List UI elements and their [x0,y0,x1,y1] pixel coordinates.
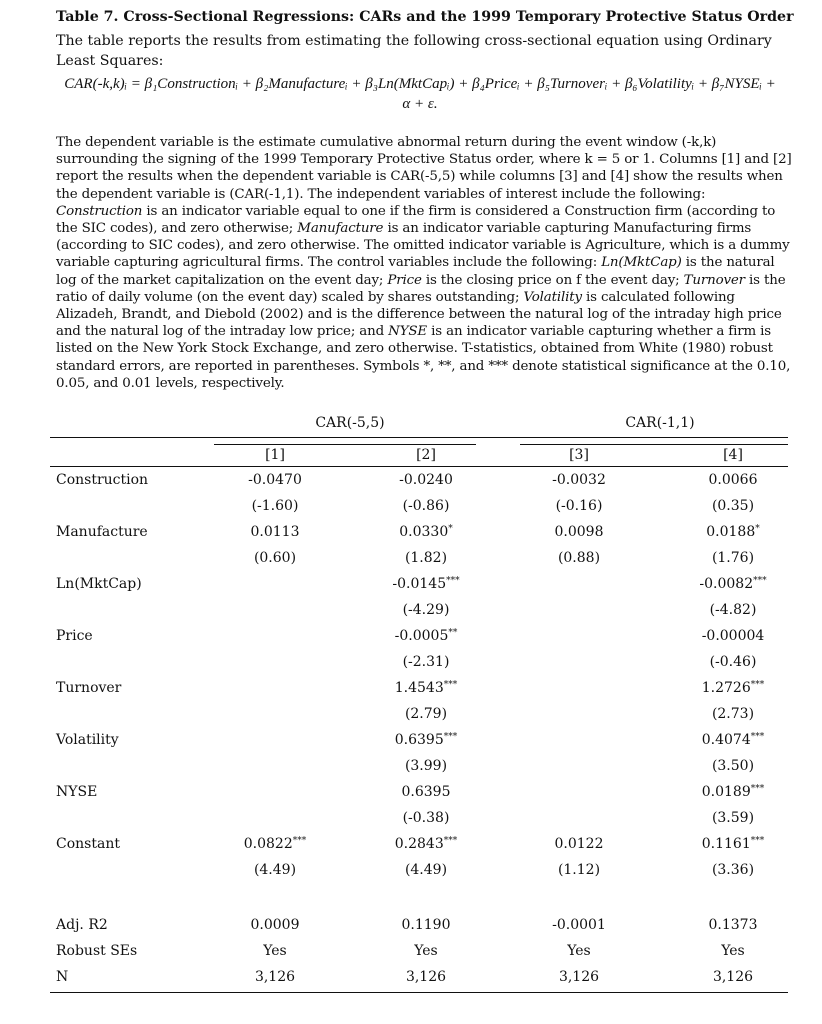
coefficient-cell-value: 0.6395 [394,732,444,748]
footer-cell-value: Yes [263,943,287,959]
t-stat-cell-value: (-0.46) [709,654,757,670]
coefficient-cell-value: 0.0822 [243,836,293,852]
row-label-value: Ln(MktCap) [56,576,142,592]
table-description [56,134,792,392]
footer-row-label-value: N [56,969,69,985]
t-stat-cell-value: (0.35) [711,498,755,514]
significance-stars: * [755,524,760,534]
t-stat-cell [356,758,496,774]
significance-stars: *** [753,576,767,586]
row-label [56,784,97,800]
equation-line-2: α + ε. [402,96,438,112]
t-stat-cell [356,602,496,618]
coefficient-cell [205,524,345,540]
row-label [56,472,148,488]
coefficient-cell-value: -0.0005 [394,628,449,644]
t-stat-cell-value: (3.99) [404,758,448,774]
t-stat-cell [509,498,649,514]
coefficient-cell [663,524,803,540]
t-stat-cell [663,758,803,774]
significance-stars: *** [443,680,458,690]
t-stat-cell [663,810,803,826]
column-header-2: [2] [416,447,436,463]
group-header-car-1-1: CAR(-1,1) [625,415,695,431]
coefficient-cell-value: -0.0240 [399,472,453,488]
coefficient-cell [356,784,496,800]
t-stat-cell-value: (4.49) [253,862,297,878]
footer-cell [663,943,803,959]
description-variable-name: NYSE [388,324,428,340]
t-stat-cell [663,706,803,722]
t-stat-cell-value: (1.12) [557,862,601,878]
group-rule-car-5-5 [214,444,476,445]
significance-stars: ** [448,628,458,638]
significance-stars: * [448,524,453,534]
coefficient-cell [663,836,803,852]
coefficient-cell [356,680,496,696]
description-text: is calculated following Alizadeh, Brandt, and Diebold (2002) and is the difference between the natural log of the intraday high price and the natural log of the intraday low price; and [56,289,782,340]
t-stat-cell-value: (2.79) [404,706,448,722]
header-bottom-rule [50,466,788,467]
coefficient-cell-value: 0.0188 [706,524,756,540]
t-stat-cell [356,498,496,514]
significance-stars: *** [292,836,307,846]
footer-cell [205,943,345,959]
t-stat-cell-value: (3.59) [711,810,755,826]
t-stat-cell-value: (-0.38) [402,810,450,826]
t-stat-cell-value: (-0.86) [402,498,450,514]
t-stat-cell [356,706,496,722]
footer-cell-value: 3,126 [254,969,296,985]
coefficient-cell-value: -0.0145 [392,576,447,592]
footer-cell-value: 0.1373 [708,917,758,933]
footer-row-label [56,969,68,985]
coefficient-cell-value: 0.6395 [401,784,451,800]
coefficient-cell-value: -0.0470 [248,472,302,488]
footer-cell-value: Yes [721,943,745,959]
footer-cell [356,969,496,985]
footer-row-label-value: Adj. R2 [56,917,108,933]
description-text: The dependent variable is the estimate cumulative abnormal return during the event window (-k,k) surrounding the signing of the 1999 Temporary Protective Status order, where k = 5 or 1. Columns [1] and [2] report the results when the dependent variable is CAR(-5,5) while columns [3] and [4] show the results when the dependent variable is (CAR(-1,1). The independent variables of interest include the following: [56,135,792,202]
row-label-value: Turnover [56,680,122,696]
coefficient-cell [205,472,345,488]
group-rule-car-1-1 [520,444,788,445]
t-stat-cell-value: (1.76) [711,550,755,566]
description-variable-name: Price [387,272,422,288]
t-stat-cell-value: (1.82) [404,550,448,566]
footer-row-label-value: Robust SEs [56,943,138,959]
table-top-rule [50,437,788,438]
coefficient-cell-value: -0.0082 [699,576,754,592]
t-stat-cell-value: (3.36) [711,862,755,878]
coefficient-cell [356,576,496,592]
row-label [56,680,121,696]
t-stat-cell-value: (-4.29) [402,602,450,618]
regression-equation [56,74,784,114]
t-stat-cell [356,654,496,670]
t-stat-cell [663,862,803,878]
description-variable-name: Volatility [523,289,582,305]
coefficient-cell-value: 1.2726 [701,680,751,696]
row-label [56,524,148,540]
coefficient-cell-value: 0.0113 [250,524,300,540]
t-stat-cell-value: (0.60) [253,550,297,566]
coefficient-cell-value: -0.0032 [552,472,606,488]
coefficient-cell [663,732,803,748]
coefficient-cell-value: 0.0330 [399,524,449,540]
coefficient-cell [509,524,649,540]
row-label-value: Constant [56,836,120,852]
t-stat-cell-value: (4.49) [404,862,448,878]
coefficient-cell [509,472,649,488]
row-label-value: Construction [56,472,149,488]
t-stat-cell [663,550,803,566]
coefficient-cell [663,472,803,488]
coefficient-cell [356,472,496,488]
coefficient-cell-value: 0.2843 [394,836,444,852]
footer-row-label [56,943,137,959]
significance-stars: *** [750,732,765,742]
group-header-car-5-5: CAR(-5,5) [315,415,385,431]
column-header-3: [3] [569,447,589,463]
coefficient-cell-value: 0.0066 [708,472,758,488]
description-text: is an indicator variable capturing whether a firm is listed on the New York Stock Exchange, and zero otherwise. T-statistics, obtained from White (1980) robust standard errors, are reported in parentheses. Symbols *, **, and *** denote statistical significance at the 0.10, 0.05, and 0.01 levels, respectively. [56,324,791,391]
t-stat-cell [205,862,345,878]
footer-cell [509,917,649,933]
coefficient-cell [356,524,496,540]
t-stat-cell [663,602,803,618]
footer-cell [509,969,649,985]
coefficient-cell [663,784,803,800]
row-label-value: Manufacture [56,524,148,540]
coefficient-cell [205,836,345,852]
row-label-value: Price [56,628,93,644]
footer-row-label [56,917,108,933]
footer-cell [205,969,345,985]
footer-cell-value: Yes [414,943,438,959]
coefficient-cell [509,836,649,852]
significance-stars: *** [750,836,765,846]
row-label [56,628,93,644]
description-text: is an indicator variable equal to one if the firm is considered a Construction firm (according to the SIC codes), and zero otherwise; [56,203,776,237]
footer-cell-value: 3,126 [558,969,600,985]
significance-stars: *** [443,732,458,742]
column-header-4: [4] [723,447,743,463]
table-bottom-rule [50,992,788,993]
t-stat-cell-value: (0.88) [557,550,601,566]
description-variable-name: Construction [56,203,143,219]
t-stat-cell-value: (2.73) [711,706,755,722]
t-stat-cell [356,550,496,566]
footer-cell-value: 0.0009 [250,917,300,933]
coefficient-cell-value: 0.1161 [701,836,751,852]
row-label [56,576,142,592]
t-stat-cell [205,498,345,514]
t-stat-cell-value: (-0.16) [555,498,603,514]
footer-cell-value: -0.0001 [552,917,606,933]
coefficient-cell [356,732,496,748]
coefficient-cell [663,680,803,696]
footer-cell [663,969,803,985]
coefficient-cell-value: -0.00004 [701,628,765,644]
t-stat-cell-value: (3.50) [711,758,755,774]
coefficient-cell-value: 0.4074 [701,732,751,748]
t-stat-cell-value: (-4.82) [709,602,757,618]
t-stat-cell [356,862,496,878]
footer-cell [356,943,496,959]
description-text: is the ratio of daily volume (on the event day) scaled by shares outstanding; [56,272,786,305]
significance-stars: *** [446,576,460,586]
t-stat-cell [509,862,649,878]
coefficient-cell-value: 1.4543 [394,680,444,696]
coefficient-cell-value: 0.0122 [554,836,604,852]
t-stat-cell [356,810,496,826]
table-title: Table 7. Cross-Sectional Regressions: CARs and the 1999 Temporary Protective Status Order [56,9,794,25]
coefficient-cell [356,628,496,644]
column-header-1: [1] [265,447,285,463]
t-stat-cell [205,550,345,566]
coefficient-cell [663,576,803,592]
row-label [56,732,119,748]
description-text: is the natural log of the market capitalization on the event day; [56,255,775,288]
footer-cell [356,917,496,933]
coefficient-cell-value: 0.0098 [554,524,604,540]
footer-cell-value: 0.1190 [401,917,451,933]
equation-line-1: CAR(-k,k)ᵢ = β₁Constructionᵢ + β₂Manufactureᵢ + β₃Ln(MktCapᵢ) + β₄Priceᵢ + β₅Turnoverᵢ + β₆Volatilityᵢ + β₇NYSEᵢ + [64,76,776,92]
t-stat-cell [663,654,803,670]
coefficient-cell-value: 0.0189 [701,784,751,800]
description-text: is the closing price on f the event day; [421,272,684,288]
t-stat-cell [663,498,803,514]
coefficient-cell [663,628,803,644]
t-stat-cell-value: (-2.31) [402,654,450,670]
row-label-value: NYSE [56,784,98,800]
row-label-value: Volatility [56,732,119,748]
footer-cell [509,943,649,959]
table-intro: The table reports the results from estimating the following cross-sectional equation using Ordinary Least Squares: [56,33,772,69]
description-variable-name: Ln(MktCap) [601,255,682,271]
footer-cell [205,917,345,933]
description-variable-name: Manufacture [297,221,384,237]
significance-stars: *** [443,836,458,846]
description-text: is an indicator variable capturing Manufacturing firms (according to SIC codes), and zero otherwise. The omitted indicator variable is Agriculture, which is a dummy variable capturing agricultural firms. The control variables include the following: [56,221,790,271]
footer-cell-value: Yes [567,943,591,959]
t-stat-cell [509,550,649,566]
footer-cell-value: 3,126 [712,969,754,985]
significance-stars: *** [750,784,765,794]
description-variable-name: Turnover [683,272,745,288]
t-stat-cell-value: (-1.60) [251,498,299,514]
significance-stars: *** [750,680,765,690]
footer-cell [663,917,803,933]
coefficient-cell [356,836,496,852]
footer-cell-value: 3,126 [405,969,447,985]
row-label [56,836,120,852]
